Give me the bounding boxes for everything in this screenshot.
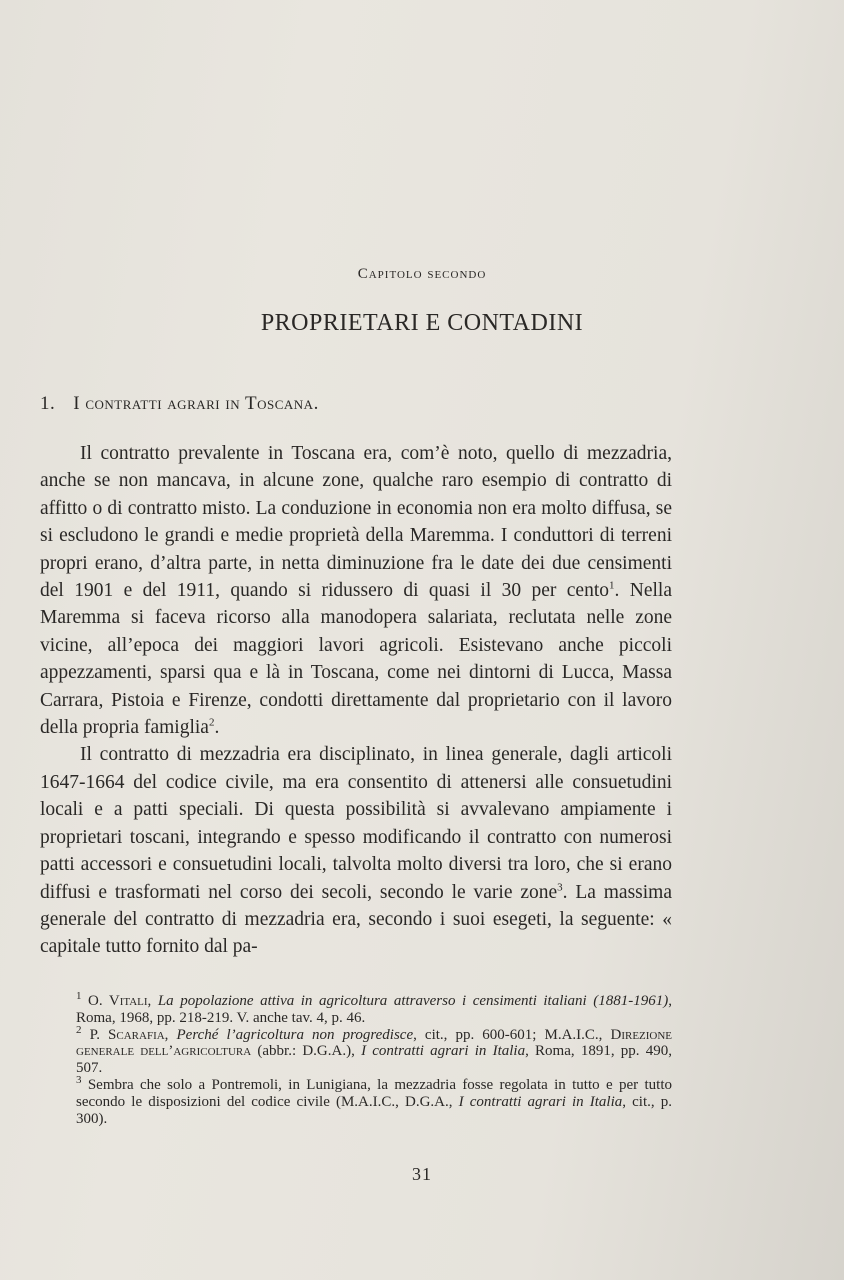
paragraph: Il contratto di mezzadria era disciplinato, in linea generale, dagli articoli 1647-1664 del codice civile, ma era consentito di attenersi alle consuetudini locali e a patti speciali. Di questa possibilità si avvalevano ampiamente i proprietari toscani, integrando e spesso modificando il contratto con numerosi patti accessori e consuetudini locali, talvolta molto diversi tra loro, che si erano diffusi e trasformati nel corso dei secoli, secondo le varie zone$^3$. La massima generale del contratto di mezzadria era, secondo i suoi esegeti, la seguente: « capitale tutto fornito dal pa- bbox=[40, 744, 672, 958]
section-number: 1. bbox=[40, 393, 56, 414]
paragraph: Il contratto prevalente in Toscana era, com’è noto, quello di mezzadria, anche se non mancava, in alcune zone, qualche raro esempio di contratto di affitto o di contratto misto. La conduzione in economia non era molto diffusa, se si escludono le grandi e medie proprietà della Maremma. I conduttori di terreni propri erano, d’altra parte, in netta diminuzione fra le date dei due censimenti del 1901 e del 1911, quando si ridussero di quasi il 30 per cento$^1$. Nella Maremma si faceva ricorso alla manodopera salariata, reclutata nelle zone vicine, all’epoca dei maggiori lavori agricoli. Esistevano anche piccoli appezzamenti, sparsi qua e là in Toscana, come nei dintorni di Lucca, Massa Carrara, Pistoia e Firenze, condotti direttamente dal proprietario con il lavoro della propria famiglia$^2$. bbox=[40, 443, 672, 739]
footnote: $^3$ Sembra che solo a Pontremoli, in Lunigiana, la mezzadria fosse regolata in tutto e per tutto secondo le disposizioni del codice civile (M.A.I.C., D.G.A., I contratti agrari in Italia, cit., p. 300). bbox=[76, 1073, 672, 1127]
footnote: $^1$ O. Vitali, La popolazione attiva in agricoltura attraverso i censimenti italiani (1881-1961), Roma, 1968, pp. 218-219. V. anche tav. 4, p. 46. bbox=[76, 990, 672, 1026]
page-number: 31 bbox=[412, 1164, 432, 1184]
footnotes bbox=[76, 990, 673, 1127]
footnote-ref: 3 bbox=[557, 881, 563, 893]
section-title: I contratti agrari in Toscana. bbox=[73, 393, 319, 414]
footnote: $^2$ P. Scarafia, Perché l’agricoltura non progredisce, cit., pp. 600-601; M.A.I.C., Direzione generale dell’agricoltura (abbr.: D.G.A.), I contratti agrari in Italia, Roma, 1891, pp. 490, 507. bbox=[76, 1023, 673, 1077]
section-heading bbox=[40, 393, 319, 415]
footnote-ref: 2 bbox=[208, 716, 215, 729]
body-text bbox=[40, 440, 672, 961]
chapter-title: PROPRIETARI E CONTADINI bbox=[260, 310, 584, 336]
footnote-ref: 1 bbox=[609, 579, 615, 592]
chapter-label: Capitolo secondo bbox=[357, 266, 487, 282]
